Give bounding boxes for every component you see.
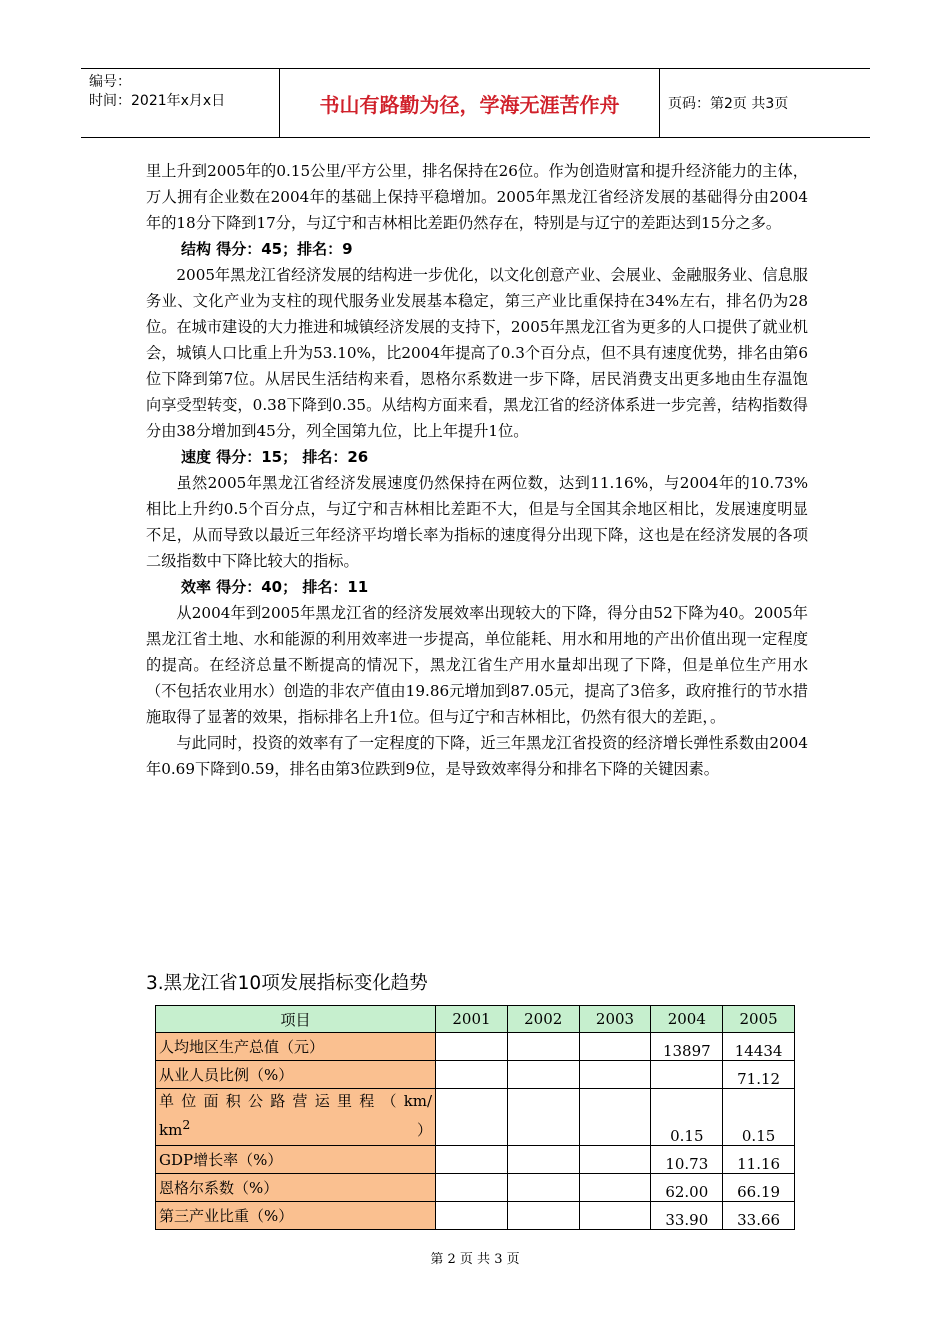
section-title: 3.黑龙江省10项发展指标变化趋势 bbox=[146, 973, 428, 994]
table-cell: 33.66 bbox=[723, 1202, 795, 1230]
row-label: 第三产业比重（%） bbox=[156, 1202, 436, 1230]
header-motto: 书山有路勤为径，学海无涯苦作舟 bbox=[279, 69, 660, 137]
row-label: 人均地区生产总值（元） bbox=[156, 1033, 436, 1061]
table-cell bbox=[436, 1174, 508, 1202]
number-label: 编号： bbox=[89, 74, 131, 90]
superscript: 2 bbox=[182, 1117, 191, 1132]
table-cell bbox=[507, 1202, 579, 1230]
table-cell bbox=[436, 1061, 508, 1089]
section-heading-speed: 速度 得分：15； 排名：26 bbox=[181, 448, 369, 466]
paragraph: 里上升到2005年的0.15公里/平方公里，排名保持在26位。作为创造财富和提升经济能力的主体，万人拥有企业数在2004年的基础上保持平稳增加。2005年黑龙江省经济发展的基础得分由2004年的18分下降到17分，与辽宁和吉林相比差距仍然存在，特别是与辽宁的差距达到15分之多。 bbox=[146, 162, 808, 232]
paragraph: 2005年黑龙江省经济发展的结构进一步优化，以文化创意产业、会展业、金融服务业、信息服务业、文化产业为支柱的现代服务业发展基本稳定，第三产业比重保持在34%左右，排名仍为28位。在城市建设的大力推进和城镇经济发展的支持下，2005年黑龙江省为更多的人口提供了就业机会，城镇人口比重上升为53.10%，比2004年提高了0.3个百分点，但不具有速度优势，排名由第6位下降到第7位。从居民生活结构来看，恩格尔系数进一步下降，居民消费支出更多地由生存温饱向享受型转变，0.38下降到0.35。从结构方面来看，黑龙江省的经济体系进一步完善，结构指数得分由38分增加到45分，列全国第九位，比上年提升1位。 bbox=[146, 266, 808, 440]
row-label: GDP增长率（%） bbox=[156, 1146, 436, 1174]
column-header: 2002 bbox=[507, 1006, 579, 1033]
table-cell: 0.15 bbox=[651, 1089, 723, 1146]
document-body bbox=[146, 158, 808, 782]
section-heading-structure: 结构 得分：45；排名：9 bbox=[181, 240, 353, 258]
table-cell: 11.16 bbox=[723, 1146, 795, 1174]
page-number-label: 页码：第2页 共3页 bbox=[668, 96, 789, 112]
column-header: 2001 bbox=[436, 1006, 508, 1033]
table-cell bbox=[507, 1061, 579, 1089]
page-footer: 第 2 页 共 3 页 bbox=[430, 1252, 520, 1267]
table-cell bbox=[436, 1033, 508, 1061]
table-cell bbox=[436, 1089, 508, 1146]
column-header: 2003 bbox=[579, 1006, 651, 1033]
table-cell: 33.90 bbox=[651, 1202, 723, 1230]
indicator-table bbox=[155, 1005, 795, 1230]
table-cell: 71.12 bbox=[723, 1061, 795, 1089]
table-cell bbox=[507, 1146, 579, 1174]
table-cell bbox=[507, 1174, 579, 1202]
table-cell bbox=[579, 1089, 651, 1146]
table-row bbox=[156, 1146, 795, 1174]
paragraph: 与此同时，投资的效率有了一定程度的下降，近三年黑龙江省投资的经济增长弹性系数由2004年0.69下降到0.59，排名由第3位跌到9位，是导致效率得分和排名下降的关键因素。 bbox=[146, 734, 808, 778]
time-label: 时间：2021年x月x日 bbox=[89, 93, 226, 109]
table-cell: 62.00 bbox=[651, 1174, 723, 1202]
table-cell bbox=[579, 1033, 651, 1061]
table-cell bbox=[579, 1146, 651, 1174]
table-row bbox=[156, 1202, 795, 1230]
column-header: 项目 bbox=[156, 1006, 436, 1033]
table-cell: 14434 bbox=[723, 1033, 795, 1061]
table-row bbox=[156, 1089, 795, 1146]
paragraph: 虽然2005年黑龙江省经济发展速度仍然保持在两位数，达到11.16%，与2004年的10.73%相比上升约0.5个百分点，与辽宁和吉林相比差距不大，但是与全国其余地区相比，发展速度明显不足，从而导致以最近三年经济平均增长率为指标的速度得分出现下降，这也是在经济发展的各项二级指数中下降比较大的指标。 bbox=[146, 474, 808, 570]
column-header: 2005 bbox=[723, 1006, 795, 1033]
table-cell bbox=[507, 1033, 579, 1061]
table-row bbox=[156, 1061, 795, 1089]
table-cell bbox=[436, 1202, 508, 1230]
table-cell bbox=[651, 1061, 723, 1089]
row-label-part: km bbox=[159, 1121, 183, 1139]
row-label: 从业人员比例（%） bbox=[156, 1061, 436, 1089]
table-cell bbox=[507, 1089, 579, 1146]
table-cell bbox=[579, 1174, 651, 1202]
table-row bbox=[156, 1174, 795, 1202]
row-label bbox=[156, 1089, 436, 1146]
table-cell bbox=[579, 1061, 651, 1089]
table-cell bbox=[436, 1146, 508, 1174]
table-cell: 13897 bbox=[651, 1033, 723, 1061]
section-heading-efficiency: 效率 得分：40； 排名：11 bbox=[181, 578, 369, 596]
row-label: 恩格尔系数（%） bbox=[156, 1174, 436, 1202]
row-label-part: ） bbox=[190, 1121, 433, 1139]
paragraph: 从2004年到2005年黑龙江省的经济发展效率出现较大的下降，得分由52下降为40。2005年黑龙江省土地、水和能源的利用效率进一步提高，单位能耗、用水和用地的产出价值出现一定程度的提高。在经济总量不断提高的情况下，黑龙江省生产用水量却出现了下降，但是单位生产用水（不包括农业用水）创造的非农产值由19.86元增加到87.05元，提高了3倍多，政府推行的节水措施取得了显著的效果，指标排名上升1位。但与辽宁和吉林相比，仍然有很大的差距，。 bbox=[146, 604, 808, 726]
row-label-part: 单位面积公路营运里程（km/ bbox=[159, 1092, 433, 1110]
table-cell: 0.15 bbox=[723, 1089, 795, 1146]
header-meta bbox=[81, 69, 278, 137]
table-cell: 66.19 bbox=[723, 1174, 795, 1202]
column-header: 2004 bbox=[651, 1006, 723, 1033]
table-cell bbox=[579, 1202, 651, 1230]
table-header-row bbox=[156, 1006, 795, 1033]
table-cell: 10.73 bbox=[651, 1146, 723, 1174]
table-row bbox=[156, 1033, 795, 1061]
page-header bbox=[81, 68, 870, 138]
